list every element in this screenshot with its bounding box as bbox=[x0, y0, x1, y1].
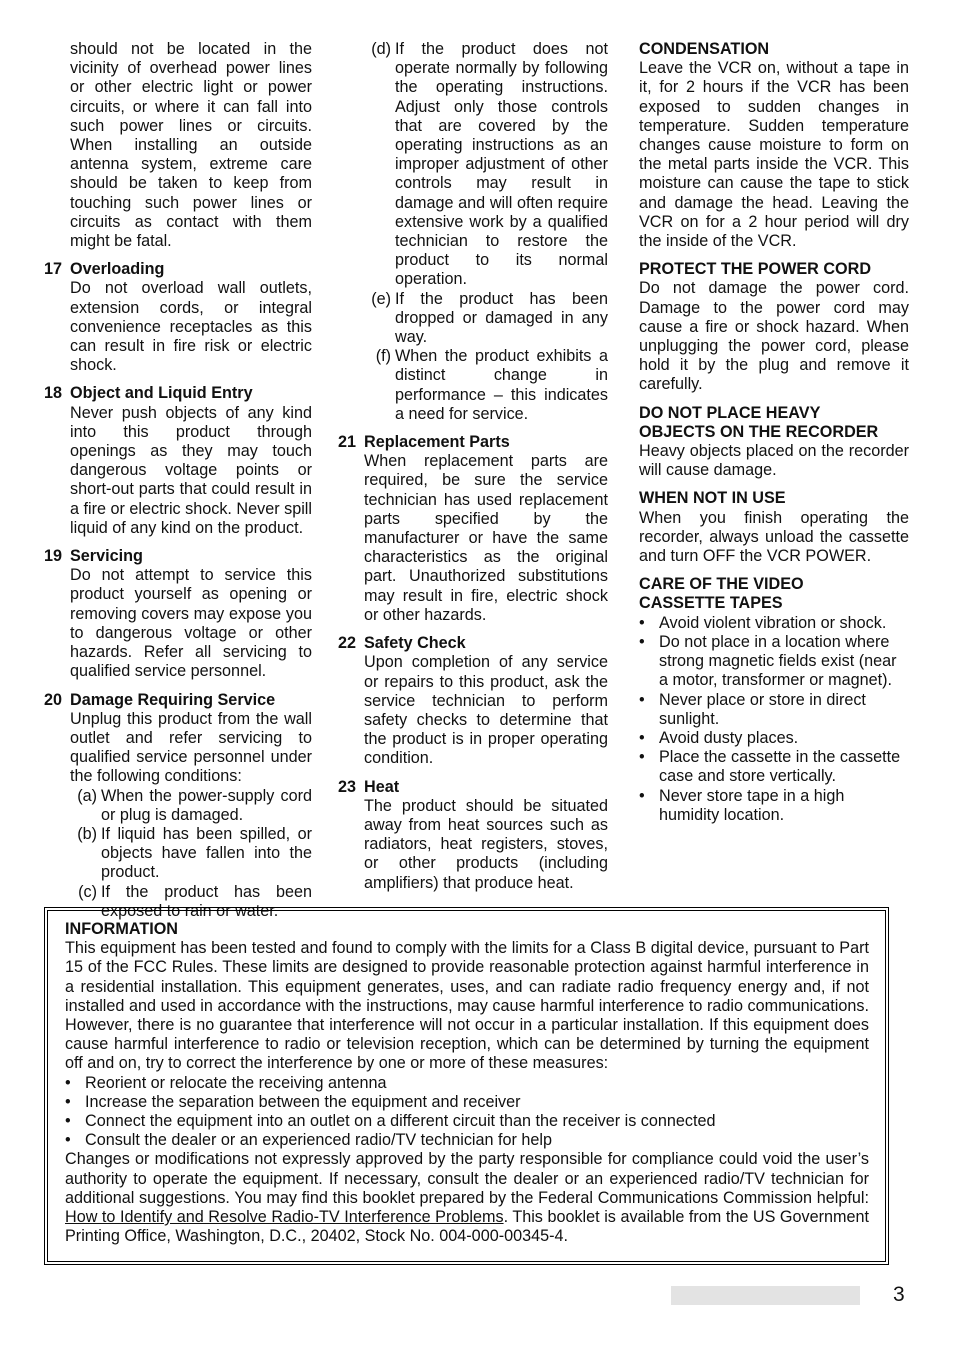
power-cord-section bbox=[639, 260, 909, 394]
section-number: 22 bbox=[338, 634, 357, 653]
section-body: Do not damage the power cord. Damage to the power cord may cause a fire or shock hazard. When unplugging the power cord, please hold it by the plug and remove it carefully. bbox=[639, 279, 909, 394]
section-title bbox=[639, 404, 909, 442]
section-title: PROTECT THE POWER CORD bbox=[639, 260, 872, 279]
section-title-line: DO NOT PLACE HEAVY bbox=[639, 403, 821, 422]
heavy-objects-section bbox=[639, 404, 909, 481]
section-21 bbox=[338, 433, 608, 625]
section-number: 21 bbox=[338, 433, 357, 452]
list-item-text: Consult the dealer or an experienced radio/TV technician for help bbox=[85, 1131, 553, 1150]
bullet-icon: • bbox=[639, 613, 645, 632]
section-body: When you finish operating the recorder, always unload the cassette and turn OFF the VCR POWER. bbox=[639, 508, 909, 566]
section-title: CONDENSATION bbox=[639, 40, 770, 58]
section-body: Heavy objects placed on the recorder will cause damage. bbox=[639, 442, 909, 480]
section-number: 19 bbox=[44, 547, 63, 566]
bullet-icon: • bbox=[65, 1092, 71, 1111]
list-item bbox=[639, 748, 909, 786]
section-body: Upon completion of any service or repairs to this product, ask the service technician to perform safety checks to determine that the product is in proper operating condition. bbox=[364, 653, 608, 768]
list-item-text: Do not place in a location where strong magnetic fields exist (near a motor, transformer or magnet). bbox=[659, 632, 897, 690]
section-heading bbox=[338, 778, 608, 797]
condition-item bbox=[70, 787, 312, 825]
condition-text: When the power-supply cord or plug is damaged. bbox=[101, 786, 312, 824]
information-box bbox=[44, 907, 889, 1265]
section-title-line: CARE OF THE VIDEO bbox=[639, 575, 804, 594]
bullet-icon: • bbox=[639, 728, 645, 747]
section-title bbox=[639, 575, 909, 613]
condition-item bbox=[364, 347, 608, 424]
section-title: WHEN NOT IN USE bbox=[639, 489, 786, 508]
condition-label: (d) bbox=[371, 40, 391, 58]
bullet-icon: • bbox=[639, 786, 645, 805]
section-heading bbox=[44, 260, 312, 279]
list-item bbox=[65, 1131, 869, 1150]
condition-item bbox=[70, 825, 312, 883]
list-item-text: Place the cassette in the cassette case and store vertically. bbox=[659, 748, 901, 786]
information-box-inner bbox=[47, 910, 886, 1262]
section-22 bbox=[338, 634, 608, 768]
list-item bbox=[65, 1112, 869, 1131]
condition-text: If the product has been dropped or damaged in any way. bbox=[395, 289, 608, 347]
section-heading bbox=[44, 691, 312, 710]
section-title: Servicing bbox=[70, 547, 143, 566]
list-item bbox=[639, 787, 909, 825]
column-right bbox=[639, 40, 909, 834]
condition-text: If the product does not operate normally by following the operating instructions. Adjust only those controls that are covered by the operating instructions as an improper adjustment of other controls may result in damage and will often require extensive work by a qualified technician to restore the product to its normal operation. bbox=[395, 40, 608, 289]
section-heading bbox=[338, 433, 608, 452]
list-item bbox=[639, 729, 909, 748]
list-item bbox=[639, 691, 909, 729]
condition-label: (a) bbox=[77, 786, 97, 805]
list-item-text: Connect the equipment into an outlet on a different circuit than the receiver is connected bbox=[85, 1112, 716, 1131]
condition-item bbox=[364, 290, 608, 348]
section-number: 17 bbox=[44, 260, 63, 279]
condition-item bbox=[364, 40, 608, 290]
condition-list bbox=[70, 787, 312, 921]
section-heading bbox=[44, 384, 312, 403]
footer-bar bbox=[671, 1286, 860, 1305]
information-paragraph-2 bbox=[65, 1150, 869, 1246]
list-item-text: Increase the separation between the equipment and receiver bbox=[85, 1092, 521, 1111]
condition-list-continued bbox=[364, 40, 608, 424]
section-19 bbox=[44, 547, 312, 681]
bullet-icon: • bbox=[65, 1073, 71, 1092]
condition-label: (f) bbox=[375, 347, 391, 366]
section-heading bbox=[44, 547, 312, 566]
section-title: Overloading bbox=[70, 260, 165, 279]
list-item bbox=[65, 1074, 869, 1093]
information-paragraph: This equipment has been tested and found to comply with the limits for a Class B digital device, pursuant to Part 15 of the FCC Rules. These limits are designed to provide reasonable protection against harmful interference in a residential installation. This equipment generates, uses, and can radiate radio frequency energy and, if not installed and used in accordance with the instructions, may cause harmful interference to radio communications. However, there is no guarantee that interference will not occur in a particular installation. If this equipment does cause harmful interference to radio or television reception, which can be determined by turning the equipment off and on, try to correct the interference by one or more of these measures: bbox=[65, 939, 869, 1073]
list-item bbox=[639, 633, 909, 691]
section-heading bbox=[338, 634, 608, 653]
section-number: 18 bbox=[44, 384, 63, 403]
measures-list bbox=[65, 1074, 869, 1151]
bullet-icon: • bbox=[639, 748, 645, 767]
section-body: Do not overload wall outlets, extension cords, or integral convenience receptacles as this can result in fire risk or electric shock. bbox=[70, 279, 312, 375]
section-17 bbox=[44, 260, 312, 375]
section-body: The product should be situated away from heat sources such as radiators, heat registers, stoves, or other products (including amplifiers) that produce heat. bbox=[364, 796, 608, 892]
section-20 bbox=[44, 691, 312, 921]
list-item bbox=[65, 1093, 869, 1112]
column-middle bbox=[338, 40, 608, 902]
booklet-title-link: How to Identify and Resolve Radio-TV Interference Problems bbox=[65, 1208, 504, 1227]
section-body: Do not attempt to service this product yourself as opening or removing covers may expose you to dangerous voltage or other hazards. Refer all servicing to qualified service personnel. bbox=[70, 566, 312, 681]
information-title: INFORMATION bbox=[65, 920, 178, 938]
condition-label: (b) bbox=[77, 824, 97, 843]
section-title: Safety Check bbox=[364, 634, 466, 653]
cassette-care-section bbox=[639, 575, 909, 825]
list-item-text: Never place or store in direct sunlight. bbox=[659, 690, 866, 728]
bullet-icon: • bbox=[65, 1131, 71, 1150]
condensation-section bbox=[639, 40, 909, 251]
bullet-icon: • bbox=[639, 690, 645, 709]
condition-text: If the product has been exposed to rain or water. bbox=[101, 882, 312, 920]
section-body: When replacement parts are required, be sure the service technician has used replacement parts specified by the manufacturer or have the same characteristics as the original part. Unauthorized substitutions may result in fire, electric shock or other hazards. bbox=[364, 452, 608, 624]
list-item bbox=[639, 614, 909, 633]
list-item-text: Never store tape in a high humidity location. bbox=[659, 786, 845, 824]
list-item-text: Avoid dusty places. bbox=[659, 728, 799, 747]
section-title: Heat bbox=[364, 777, 400, 796]
condition-text: When the product exhibits a distinct change in performance – this indicates a need for service. bbox=[395, 347, 608, 423]
section-title: Damage Requiring Service bbox=[70, 690, 276, 709]
condition-label: (e) bbox=[371, 289, 391, 308]
section-title-line: CASSETTE TAPES bbox=[639, 594, 783, 613]
section-title-line: OBJECTS ON THE RECORDER bbox=[639, 422, 879, 441]
page-number: 3 bbox=[893, 1283, 905, 1306]
care-list bbox=[639, 614, 909, 825]
condition-label: (c) bbox=[78, 882, 97, 901]
section-body: Never push objects of any kind into this product through openings as they may touch dangerous voltage points or short-out parts that could result in a fire or electric shock. Never spill liquid of any kind on the product. bbox=[70, 403, 312, 537]
section-number: 20 bbox=[44, 690, 63, 709]
paragraph-text: Changes or modifications not expressly approved by the party responsible for compliance could void the user’s authority to operate the equipment. If necessary, consult the dealer or an experienced radio/TV technician for additional suggestions. You may find this booklet prepared by the Federal Communications Commission helpful: bbox=[65, 1150, 869, 1207]
section-number: 23 bbox=[338, 777, 357, 796]
column-left bbox=[44, 40, 312, 930]
section-body: Unplug this product from the wall outlet and refer servicing to qualified service personnel under the following conditions: bbox=[70, 709, 312, 786]
section-23 bbox=[338, 778, 608, 893]
section-18 bbox=[44, 384, 312, 538]
paragraph-text: . This booklet is available from the US Government Printing Office, Washington, D.C., 20402, Stock No. 004-000-00345-4. bbox=[65, 1208, 869, 1246]
list-item-text: Avoid violent vibration or shock. bbox=[659, 613, 887, 632]
section-title: Object and Liquid Entry bbox=[70, 384, 253, 403]
list-item-text: Reorient or relocate the receiving antenna bbox=[85, 1073, 387, 1092]
continued-text: should not be located in the vicinity of overhead power lines or other electric light or power circuits, or where it can fall into such power lines or circuits. When installing an outside antenna system, extreme care should be taken to keep from touching such power lines or circuits as contact with them might be fatal. bbox=[70, 40, 312, 251]
section-body: Leave the VCR on, without a tape in it, for 2 hours if the VCR has been exposed to sudden changes in temperature. Sudden temperature changes cause moisture to form on the metal parts inside the VCR. This moisture can cause the tape to stick and damage the head. Leaving the VCR on for a 2 hour period will dry the inside of the VCR. bbox=[639, 59, 909, 251]
not-in-use-section bbox=[639, 489, 909, 566]
section-title: Replacement Parts bbox=[364, 433, 510, 452]
bullet-icon: • bbox=[65, 1112, 71, 1131]
condition-text: If liquid has been spilled, or objects have fallen into the product. bbox=[101, 824, 312, 882]
bullet-icon: • bbox=[639, 632, 645, 651]
